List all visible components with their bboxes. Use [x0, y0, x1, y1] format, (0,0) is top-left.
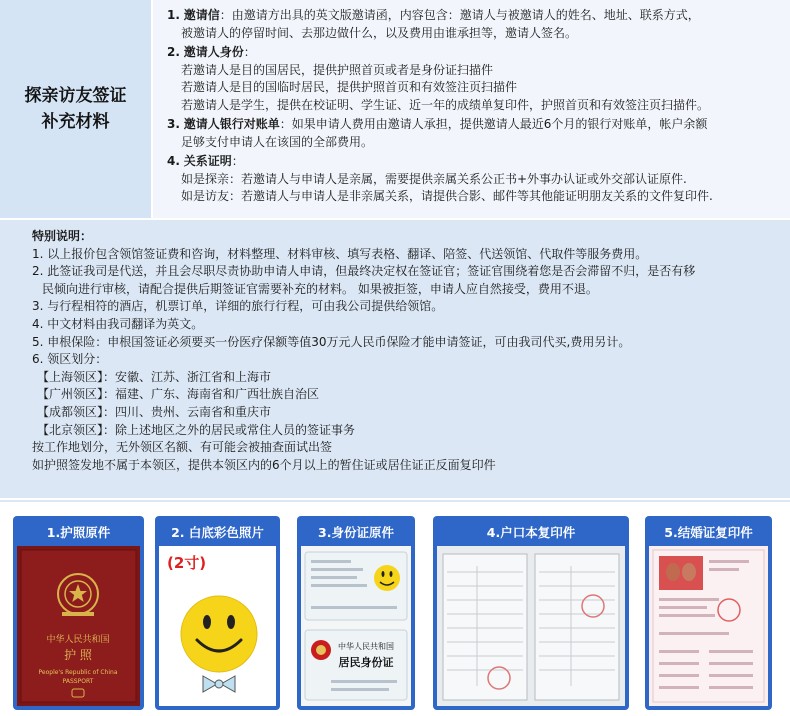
- consular-district: 【上海领区】：安徽、江苏、浙江省和上海市: [37, 369, 272, 384]
- notes-line: 按工作地划分，无外领区名额、有可能会被抽查面试出签: [32, 440, 333, 455]
- doc-card-id: [297, 516, 415, 710]
- photo-image: [159, 546, 276, 706]
- passport-image: [17, 546, 140, 706]
- notes-line: 6. 领区划分：: [32, 352, 108, 367]
- doc-card-household-register: [433, 516, 629, 710]
- requirement-title: 邀请人银行对账单: [183, 117, 280, 131]
- passport-cover-icon: [17, 546, 140, 706]
- doc-card-title: 4.户口本复印件: [486, 525, 576, 540]
- notes-line: 3. 与行程相符的酒店，机票订单，详细的旅行行程，可由我公司提供给领馆。: [32, 299, 444, 314]
- section-title: 探亲访友签证 补充材料: [24, 86, 127, 132]
- marriage-certificate-icon: [649, 546, 768, 706]
- consular-district: 【北京领区】：除上述地区之外的居民或常住人员的签证事务: [37, 422, 356, 437]
- doc-card-passport: [13, 516, 144, 710]
- requirements-section-header: [0, 0, 153, 218]
- id-line1: 中华人民共和国: [338, 642, 394, 651]
- notes-heading: 特别说明：: [32, 229, 93, 243]
- notes-line: 如护照签发地不属于本领区，提供本领区内的6个月以上的暂住证或居住证正反面复印件: [32, 457, 496, 472]
- doc-card-title: 2. 白底彩色照片: [171, 525, 264, 540]
- doc-card-title: 5.结婚证复印件: [664, 525, 753, 540]
- doc-card-photo: [155, 516, 280, 710]
- special-notes: [0, 222, 790, 500]
- notes-line: 民倾向进行审核，请配合提供后期签证官需要补充的材料。 如果被拒签，申请人应自然接受，费用不退。: [42, 281, 598, 296]
- doc-card-title: 1.护照原件: [46, 525, 111, 540]
- requirement-item: 4. 关系证明： 如是探亲：若邀请人与申请人是亲属，需要提供亲属关系公正书+外事办认证或外交部认证原件. 如是访友：若邀请人与申请人是非亲属关系，请提供合影、邮件等其他能证明朋友关系的文件复印件.: [167, 154, 713, 203]
- requirement-title: 邀请信: [183, 8, 220, 22]
- requirement-title: 邀请人身份: [183, 45, 244, 59]
- requirement-item: 3. 邀请人银行对账单：如果申请人费用由邀请人承担，提供邀请人最近6个月的银行对账单，帐户余额 足够支付申请人在该国的全部费用。: [167, 117, 708, 149]
- id-card-icon: [301, 546, 411, 706]
- passport-line4: PASSPORT: [62, 678, 94, 685]
- requirement-item: 2. 邀请人身份： 若邀请人是目的国居民，提供护照首页或者是身份证扫描件 若邀请人是目的国临时居民，提供护照首页和有效签注页扫描件 若邀请人是学生，提供在校证明、学生证、近一年的成绩单复印件，护照首页和有效签注页扫描件。: [167, 45, 710, 112]
- notes-line: 5. 申根保险：申根国签证必须要买一份医疗保额等值30万元人民币保险才能申请签证，可由我司代买,费用另计。: [32, 334, 631, 349]
- marriage-certificate-image: [649, 546, 768, 706]
- passport-line2: 护 照: [64, 648, 92, 662]
- passport-line1: 中华人民共和国: [46, 635, 110, 645]
- photo-size-label: (2寸): [167, 554, 207, 572]
- requirements-list: [153, 0, 790, 218]
- notes-line: 2. 此签证我司是代送，并且会尽职尽责协助申请人申请，但最终决定权在签证官；签证官围绕着您是否会滞留不归，是否有移: [32, 264, 696, 279]
- requirements-table: [0, 0, 790, 220]
- doc-card-title: 3.身份证原件: [318, 525, 394, 540]
- id-card-image: [301, 546, 411, 706]
- household-register-icon: [437, 546, 625, 706]
- doc-card-marriage-certificate: [645, 516, 772, 710]
- notes-line: 1. 以上报价包含领馆签证费和咨询，材料整理、材料审核、填写表格、翻译、陪签、代送领馆、代取件等服务费用。: [32, 246, 648, 261]
- required-documents-panel: [0, 502, 790, 716]
- household-register-image: [437, 546, 625, 706]
- requirement-item: 1. 邀请信：由邀请方出具的英文版邀请函，内容包含：邀请人与被邀请人的姓名、地址、联系方式， 被邀请人的停留时间、去那边做什么，以及费用由谁承担等，邀请人签名。: [167, 8, 700, 40]
- id-line2: 居民身份证: [338, 656, 394, 669]
- consular-district: 【广州领区】：福建、广东、海南省和广西壮族自治区: [37, 387, 320, 402]
- consular-district: 【成都领区】：四川、贵州、云南省和重庆市: [37, 404, 272, 419]
- notes-line: 4. 中文材料由我司翻译为英文。: [32, 316, 204, 331]
- requirement-title: 关系证明: [183, 154, 232, 168]
- passport-line3: People's Republic of China: [38, 669, 118, 676]
